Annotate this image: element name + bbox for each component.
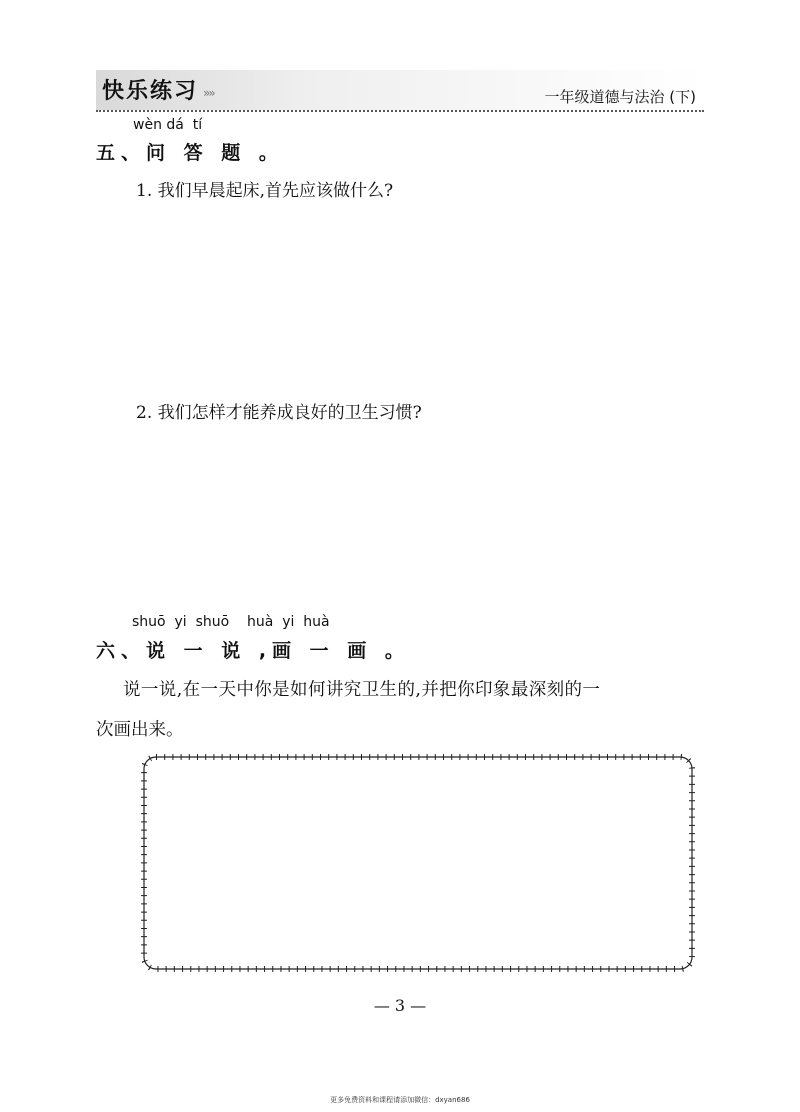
footer-note: 更多免费资料和课程请添加微信：dxyan686	[330, 1096, 470, 1104]
section5-title: 五、问 答 题 。	[96, 142, 284, 164]
subject-label: 一年级道德与法治 (下)	[544, 88, 696, 106]
question-2: 2. 我们怎样才能养成良好的卫生习惯?	[136, 403, 422, 423]
header-divider	[96, 110, 704, 112]
drawing-prompt-line-1: 说一说,在一天中你是如何讲究卫生的,并把你印象最深刻的一	[123, 680, 601, 700]
brand-title: 快乐练习	[102, 79, 199, 104]
drawing-prompt-line-2: 次画出来。	[96, 720, 184, 740]
question-1: 1. 我们早晨起床,首先应该做什么?	[136, 181, 394, 201]
section6-pinyin: shuō yi shuō huà yi huà	[132, 614, 330, 630]
section6-title: 六、说 一 说 ,画 一 画 。	[96, 640, 410, 662]
chevrons-icon: »»	[203, 86, 214, 100]
page-number: — 3 —	[373, 996, 427, 1015]
section5-pinyin: wèn dá tí	[133, 117, 203, 133]
drawing-frame[interactable]	[141, 754, 695, 972]
